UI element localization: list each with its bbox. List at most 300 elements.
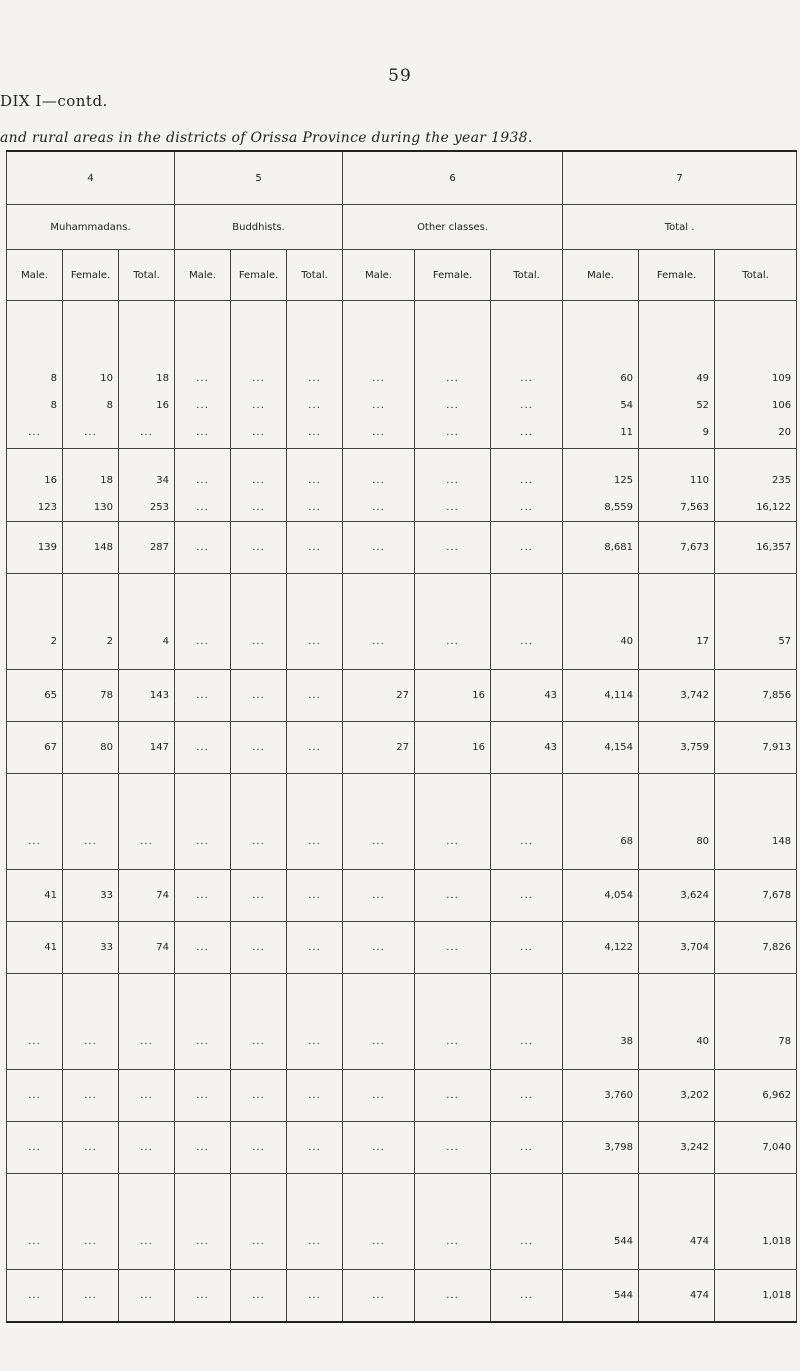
cell-value: ... bbox=[372, 427, 385, 438]
cell-value: ... bbox=[446, 636, 459, 647]
table-row bbox=[7, 922, 797, 974]
cell-value: ... bbox=[196, 400, 209, 411]
table-cell bbox=[343, 1270, 415, 1322]
cell-value: ... bbox=[252, 1090, 265, 1101]
sub-header: Male. bbox=[7, 250, 63, 301]
cell-value: ... bbox=[520, 890, 533, 901]
cell-value: ... bbox=[446, 1036, 459, 1047]
table-cell bbox=[715, 1174, 797, 1270]
cell-value: ... bbox=[520, 400, 533, 411]
cell-value: ... bbox=[520, 1236, 533, 1247]
table-cell bbox=[231, 774, 287, 870]
cell-value: ... bbox=[196, 942, 209, 953]
table-cell bbox=[343, 974, 415, 1070]
table-cell bbox=[415, 974, 491, 1070]
table-cell bbox=[63, 870, 119, 922]
table-cell bbox=[563, 522, 639, 574]
table-cell bbox=[175, 774, 231, 870]
cell-value: 4,114 bbox=[604, 690, 634, 701]
table-cell bbox=[715, 574, 797, 670]
cell-value: ... bbox=[372, 475, 385, 486]
table-cell bbox=[639, 1270, 715, 1322]
table-row bbox=[7, 574, 797, 670]
table-cell bbox=[715, 922, 797, 974]
cell-value: 4,054 bbox=[604, 890, 634, 901]
table-cell bbox=[119, 574, 175, 670]
cell-value: ... bbox=[446, 1142, 459, 1153]
table-cell bbox=[231, 1270, 287, 1322]
column-number: 5 bbox=[175, 151, 343, 205]
cell-value: ... bbox=[308, 1036, 321, 1047]
table-cell bbox=[231, 922, 287, 974]
cell-value: ... bbox=[196, 502, 209, 513]
table-cell bbox=[7, 449, 63, 522]
cell-value: 3,704 bbox=[680, 942, 710, 953]
table-cell bbox=[491, 522, 563, 574]
table-cell bbox=[7, 522, 63, 574]
table-cell bbox=[343, 1070, 415, 1122]
table-cell bbox=[175, 670, 231, 722]
table-cell bbox=[287, 870, 343, 922]
cell-value: 80 bbox=[100, 742, 113, 753]
cell-value: ... bbox=[84, 836, 97, 847]
table-cell bbox=[287, 1122, 343, 1174]
table-cell bbox=[639, 301, 715, 449]
cell-value: 17 bbox=[696, 636, 710, 647]
cell-value: ... bbox=[252, 1236, 265, 1247]
cell-value: 65 bbox=[44, 690, 57, 701]
cell-value: ... bbox=[308, 942, 321, 953]
cell-value: ... bbox=[308, 890, 321, 901]
table-row bbox=[7, 1122, 797, 1174]
table-cell bbox=[119, 974, 175, 1070]
table-cell bbox=[119, 522, 175, 574]
statistics-table bbox=[6, 150, 797, 1323]
sub-header-row bbox=[7, 250, 797, 301]
cell-value: ... bbox=[196, 373, 209, 384]
table-cell bbox=[287, 522, 343, 574]
cell-value: 40 bbox=[696, 1036, 710, 1047]
cell-value: ... bbox=[372, 373, 385, 384]
cell-value: 7,673 bbox=[680, 542, 710, 553]
table-cell bbox=[639, 1070, 715, 1122]
table-cell bbox=[175, 922, 231, 974]
cell-value: 110 bbox=[689, 475, 710, 486]
cell-value: ... bbox=[252, 400, 265, 411]
cell-value: 80 bbox=[696, 836, 710, 847]
table-cell bbox=[231, 301, 287, 449]
table-cell bbox=[715, 870, 797, 922]
table-cell bbox=[343, 522, 415, 574]
table-cell bbox=[287, 301, 343, 449]
cell-value: ... bbox=[28, 836, 41, 847]
cell-value: ... bbox=[252, 690, 265, 701]
table-cell bbox=[7, 774, 63, 870]
cell-value: 7,563 bbox=[680, 502, 710, 513]
cell-value: ... bbox=[28, 1290, 41, 1301]
cell-value: ... bbox=[140, 1236, 153, 1247]
table-cell bbox=[119, 722, 175, 774]
cell-value: 1,018 bbox=[762, 1290, 792, 1301]
table-row bbox=[7, 1070, 797, 1122]
table-cell bbox=[563, 774, 639, 870]
table-cell bbox=[491, 301, 563, 449]
table-cell bbox=[175, 1270, 231, 1322]
table-cell bbox=[7, 722, 63, 774]
cell-value: 16 bbox=[156, 400, 170, 411]
cell-value: 16 bbox=[472, 742, 486, 753]
table-row bbox=[7, 670, 797, 722]
table-row bbox=[7, 722, 797, 774]
table-cell bbox=[231, 974, 287, 1070]
table-cell bbox=[63, 1122, 119, 1174]
table-cell bbox=[119, 774, 175, 870]
cell-value: ... bbox=[196, 475, 209, 486]
table-cell bbox=[491, 922, 563, 974]
cell-value: ... bbox=[446, 400, 459, 411]
cell-value: ... bbox=[520, 502, 533, 513]
table-cell bbox=[175, 1070, 231, 1122]
cell-value: ... bbox=[308, 1236, 321, 1247]
cell-value: ... bbox=[372, 502, 385, 513]
cell-value: ... bbox=[446, 1290, 459, 1301]
cell-value: ... bbox=[28, 1142, 41, 1153]
table-cell bbox=[343, 922, 415, 974]
cell-value: 11 bbox=[620, 427, 634, 438]
table-cell bbox=[119, 870, 175, 922]
cell-value: ... bbox=[84, 427, 97, 438]
table-cell bbox=[7, 670, 63, 722]
cell-value: 8,681 bbox=[604, 542, 634, 553]
cell-value: ... bbox=[520, 1290, 533, 1301]
cell-value: ... bbox=[446, 427, 459, 438]
table-cell bbox=[715, 1270, 797, 1322]
cell-value: 57 bbox=[778, 636, 792, 647]
cell-value: ... bbox=[446, 502, 459, 513]
cell-value: 544 bbox=[613, 1290, 634, 1301]
table-cell bbox=[175, 722, 231, 774]
table-cell bbox=[7, 974, 63, 1070]
cell-value: 7,678 bbox=[762, 890, 792, 901]
cell-value: 10 bbox=[100, 373, 113, 384]
cell-value: ... bbox=[520, 542, 533, 553]
table-row bbox=[7, 449, 797, 522]
cell-value: ... bbox=[84, 1090, 97, 1101]
cell-value: 8 bbox=[50, 373, 57, 384]
cell-value: 78 bbox=[100, 690, 113, 701]
cell-value: 54 bbox=[620, 400, 634, 411]
cell-value: ... bbox=[140, 427, 153, 438]
cell-value: ... bbox=[84, 1036, 97, 1047]
table-cell bbox=[563, 1122, 639, 1174]
cell-value: ... bbox=[372, 836, 385, 847]
cell-value: ... bbox=[308, 742, 321, 753]
group-header-row bbox=[7, 205, 797, 250]
table-cell bbox=[563, 574, 639, 670]
cell-value: ... bbox=[252, 1036, 265, 1047]
cell-value: 106 bbox=[771, 400, 792, 411]
cell-value: 43 bbox=[544, 690, 558, 701]
cell-value: 16,122 bbox=[756, 502, 792, 513]
sub-header: Male. bbox=[175, 250, 231, 301]
table-cell bbox=[343, 870, 415, 922]
table-cell bbox=[715, 670, 797, 722]
cell-value: ... bbox=[372, 1036, 385, 1047]
cell-value: ... bbox=[308, 502, 321, 513]
sub-header: Female. bbox=[415, 250, 491, 301]
table-cell bbox=[231, 670, 287, 722]
table-cell bbox=[639, 974, 715, 1070]
cell-value: 78 bbox=[778, 1036, 792, 1047]
table-cell bbox=[715, 974, 797, 1070]
table-cell bbox=[7, 922, 63, 974]
cell-value: 1,018 bbox=[762, 1236, 792, 1247]
cell-value: 123 bbox=[37, 502, 57, 513]
table-cell bbox=[415, 301, 491, 449]
table-cell bbox=[231, 722, 287, 774]
cell-value: ... bbox=[140, 1290, 153, 1301]
cell-value: ... bbox=[252, 1290, 265, 1301]
cell-value: 18 bbox=[156, 373, 170, 384]
cell-value: ... bbox=[308, 836, 321, 847]
table-cell bbox=[639, 574, 715, 670]
cell-value: 7,913 bbox=[762, 742, 792, 753]
table-cell bbox=[175, 870, 231, 922]
table-cell bbox=[119, 922, 175, 974]
cell-value: ... bbox=[140, 836, 153, 847]
table-cell bbox=[715, 301, 797, 449]
table-cell bbox=[415, 1174, 491, 1270]
table-cell bbox=[715, 1122, 797, 1174]
cell-value: ... bbox=[196, 690, 209, 701]
cell-value: ... bbox=[308, 400, 321, 411]
sub-header: Total. bbox=[119, 250, 175, 301]
cell-value: ... bbox=[372, 542, 385, 553]
cell-value: ... bbox=[308, 475, 321, 486]
table-cell bbox=[639, 522, 715, 574]
table-cell bbox=[491, 574, 563, 670]
cell-value: 60 bbox=[620, 373, 634, 384]
sub-header: Total. bbox=[491, 250, 563, 301]
cell-value: 52 bbox=[696, 400, 710, 411]
cell-value: 38 bbox=[620, 1036, 634, 1047]
table-row bbox=[7, 1270, 797, 1322]
cell-value: 474 bbox=[689, 1236, 710, 1247]
table-cell bbox=[491, 1122, 563, 1174]
cell-value: ... bbox=[252, 742, 265, 753]
table-cell bbox=[563, 922, 639, 974]
table-cell bbox=[639, 449, 715, 522]
table-cell bbox=[415, 670, 491, 722]
table-cell bbox=[175, 522, 231, 574]
cell-value: ... bbox=[308, 542, 321, 553]
table-cell bbox=[175, 974, 231, 1070]
table-cell bbox=[563, 974, 639, 1070]
table-cell bbox=[63, 774, 119, 870]
cell-value: 7,826 bbox=[762, 942, 792, 953]
cell-value: 18 bbox=[100, 475, 113, 486]
cell-value: 143 bbox=[149, 690, 170, 701]
cell-value: 8 bbox=[50, 400, 57, 411]
cell-value: ... bbox=[196, 1090, 209, 1101]
table-cell bbox=[7, 1270, 63, 1322]
cell-value: ... bbox=[196, 1236, 209, 1247]
cell-value: ... bbox=[372, 1236, 385, 1247]
cell-value: 3,624 bbox=[680, 890, 710, 901]
table-cell bbox=[491, 1270, 563, 1322]
cell-value: ... bbox=[28, 427, 41, 438]
table-cell bbox=[563, 722, 639, 774]
table-cell bbox=[7, 574, 63, 670]
table-cell bbox=[175, 449, 231, 522]
cell-value: ... bbox=[196, 427, 209, 438]
column-number: 6 bbox=[343, 151, 563, 205]
cell-value: ... bbox=[252, 636, 265, 647]
table-cell bbox=[563, 449, 639, 522]
table-cell bbox=[563, 301, 639, 449]
table-cell bbox=[415, 1122, 491, 1174]
table-cell bbox=[7, 1174, 63, 1270]
cell-value: 27 bbox=[396, 742, 410, 753]
cell-value: 4 bbox=[162, 636, 170, 647]
cell-value: 2 bbox=[50, 636, 57, 647]
table-cell bbox=[231, 1174, 287, 1270]
cell-value: 253 bbox=[149, 502, 170, 513]
table-cell bbox=[491, 1070, 563, 1122]
table-cell bbox=[563, 1070, 639, 1122]
cell-value: 3,760 bbox=[604, 1090, 634, 1101]
column-number: 7 bbox=[563, 151, 797, 205]
table-cell bbox=[63, 301, 119, 449]
sub-header: Male. bbox=[343, 250, 415, 301]
table-row bbox=[7, 301, 797, 449]
table-cell bbox=[175, 1122, 231, 1174]
cell-value: ... bbox=[520, 636, 533, 647]
cell-value: 2 bbox=[106, 636, 113, 647]
table-cell bbox=[175, 574, 231, 670]
table-cell bbox=[287, 774, 343, 870]
table-cell bbox=[639, 722, 715, 774]
cell-value: 3,242 bbox=[680, 1142, 710, 1153]
cell-value: ... bbox=[252, 427, 265, 438]
cell-value: ... bbox=[196, 890, 209, 901]
cell-value: 27 bbox=[396, 690, 410, 701]
cell-value: 7,040 bbox=[762, 1142, 792, 1153]
cell-value: ... bbox=[196, 1036, 209, 1047]
cell-value: 130 bbox=[93, 502, 113, 513]
table-cell bbox=[639, 670, 715, 722]
cell-value: ... bbox=[84, 1236, 97, 1247]
sub-header: Female. bbox=[231, 250, 287, 301]
table-cell bbox=[491, 670, 563, 722]
cell-value: 74 bbox=[156, 890, 170, 901]
cell-value: ... bbox=[252, 890, 265, 901]
cell-value: ... bbox=[372, 1090, 385, 1101]
sub-header: Female. bbox=[63, 250, 119, 301]
table-cell bbox=[343, 301, 415, 449]
table-cell bbox=[639, 1174, 715, 1270]
table-cell bbox=[287, 574, 343, 670]
cell-value: ... bbox=[252, 475, 265, 486]
table-cell bbox=[287, 1174, 343, 1270]
table-cell bbox=[119, 1070, 175, 1122]
cell-value: 16 bbox=[472, 690, 486, 701]
table-cell bbox=[415, 522, 491, 574]
cell-value: 16,357 bbox=[756, 542, 792, 553]
cell-value: ... bbox=[28, 1090, 41, 1101]
table-cell bbox=[231, 449, 287, 522]
table-cell bbox=[175, 301, 231, 449]
table-cell bbox=[231, 1070, 287, 1122]
table-row bbox=[7, 522, 797, 574]
group-header: Total . bbox=[563, 205, 797, 250]
cell-value: ... bbox=[308, 373, 321, 384]
table-cell bbox=[491, 722, 563, 774]
sub-header: Female. bbox=[639, 250, 715, 301]
cell-value: ... bbox=[28, 1236, 41, 1247]
table-cell bbox=[491, 974, 563, 1070]
cell-value: ... bbox=[308, 1290, 321, 1301]
cell-value: ... bbox=[252, 942, 265, 953]
cell-value: ... bbox=[446, 475, 459, 486]
cell-value: 40 bbox=[620, 636, 634, 647]
table-cell bbox=[175, 1174, 231, 1270]
cell-value: ... bbox=[28, 1036, 41, 1047]
cell-value: 8,559 bbox=[604, 502, 634, 513]
cell-value: ... bbox=[196, 836, 209, 847]
table-cell bbox=[343, 774, 415, 870]
table-cell bbox=[343, 574, 415, 670]
table-cell bbox=[563, 870, 639, 922]
table-cell bbox=[343, 1122, 415, 1174]
cell-value: 125 bbox=[613, 475, 634, 486]
table-row bbox=[7, 870, 797, 922]
cell-value: ... bbox=[372, 1142, 385, 1153]
cell-value: ... bbox=[196, 1142, 209, 1153]
table-cell bbox=[491, 449, 563, 522]
table-cell bbox=[7, 870, 63, 922]
table-cell bbox=[287, 670, 343, 722]
cell-value: ... bbox=[140, 1142, 153, 1153]
table-cell bbox=[715, 722, 797, 774]
table-cell bbox=[287, 449, 343, 522]
cell-value: ... bbox=[252, 1142, 265, 1153]
cell-value: 3,202 bbox=[680, 1090, 710, 1101]
table-cell bbox=[415, 1070, 491, 1122]
cell-value: ... bbox=[520, 373, 533, 384]
table-cell bbox=[715, 449, 797, 522]
table-cell bbox=[119, 301, 175, 449]
table-cell bbox=[63, 522, 119, 574]
cell-value: ... bbox=[252, 502, 265, 513]
table-cell bbox=[287, 1070, 343, 1122]
cell-value: ... bbox=[372, 942, 385, 953]
cell-value: ... bbox=[372, 400, 385, 411]
table-cell bbox=[639, 1122, 715, 1174]
cell-value: 43 bbox=[544, 742, 558, 753]
table-cell bbox=[119, 1174, 175, 1270]
cell-value: ... bbox=[308, 427, 321, 438]
table-cell bbox=[287, 922, 343, 974]
cell-value: ... bbox=[520, 942, 533, 953]
sub-header: Male. bbox=[563, 250, 639, 301]
cell-value: 7,856 bbox=[762, 690, 792, 701]
table-cell bbox=[7, 301, 63, 449]
table-cell bbox=[231, 870, 287, 922]
group-header: Muhammadans. bbox=[7, 205, 175, 250]
group-header: Other classes. bbox=[343, 205, 563, 250]
cell-value: 74 bbox=[156, 942, 170, 953]
